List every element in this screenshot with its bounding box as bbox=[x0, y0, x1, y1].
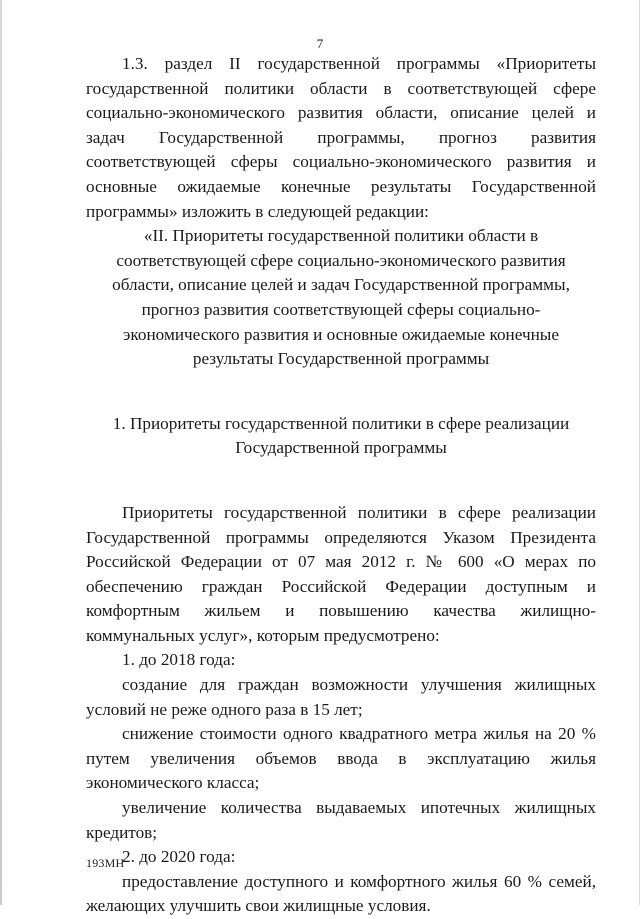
document-code: 193МН bbox=[86, 856, 125, 870]
spacer bbox=[86, 461, 596, 501]
list-item: создание для граждан возможности улучшения жилищных условий не реже одного раза в 15 лет; bbox=[86, 675, 596, 719]
scan-edge-left bbox=[0, 0, 2, 905]
list-item: снижение стоимости одного квадратного метра жилья на 20 % путем увеличения объемов ввода в эксплуатацию жилья экономического класса; bbox=[86, 724, 596, 793]
period-heading-2018: 1. до 2018 года: bbox=[122, 650, 236, 670]
document-body bbox=[86, 52, 596, 919]
spacer bbox=[86, 372, 596, 412]
page-number: 7 bbox=[316, 36, 324, 51]
section-title: «II. Приоритеты государственной политики области в соответствующей сфере социально-экономического развития области, описание целей и задач Государственной программы, прогноз развития соответствующей сферы социально-экономического развития и основные ожидаемые конечные результаты Государственной программы bbox=[112, 226, 570, 369]
intro-paragraph: 1.3. раздел II государственной программы «Приоритеты государственной политики области в соответствующей сфере социально-экономического развития области, описание целей и задач Государственной программы, прогноз развития соответствующей сферы социально-экономического развития и основные ожидаемые конечные результаты Государственной программы» изложить в следующей редакции: bbox=[86, 54, 596, 221]
body-paragraph: Приоритеты государственной политики в сфере реализации Государственной программы определяются Указом Президента Российской Федерации от 07 мая 2012 г. № 600 «О мерах по обеспечению граждан Российской Федерации доступным и комфортным жильем и повышению качества жилищно-коммунальных услуг», которым предусмотрено: bbox=[86, 502, 596, 645]
list-item: увеличение количества выдаваемых ипотечных жилищных кредитов; bbox=[86, 798, 596, 842]
period-heading-2020: 2. до 2020 года: bbox=[122, 847, 236, 867]
list-item: предоставление доступного и комфортного жилья 60 % семей, желающих улучшить свои жилищные условия. bbox=[86, 871, 596, 916]
subsection-title: 1. Приоритеты государственной политики в сфере реализации Государственной программы bbox=[112, 413, 570, 458]
